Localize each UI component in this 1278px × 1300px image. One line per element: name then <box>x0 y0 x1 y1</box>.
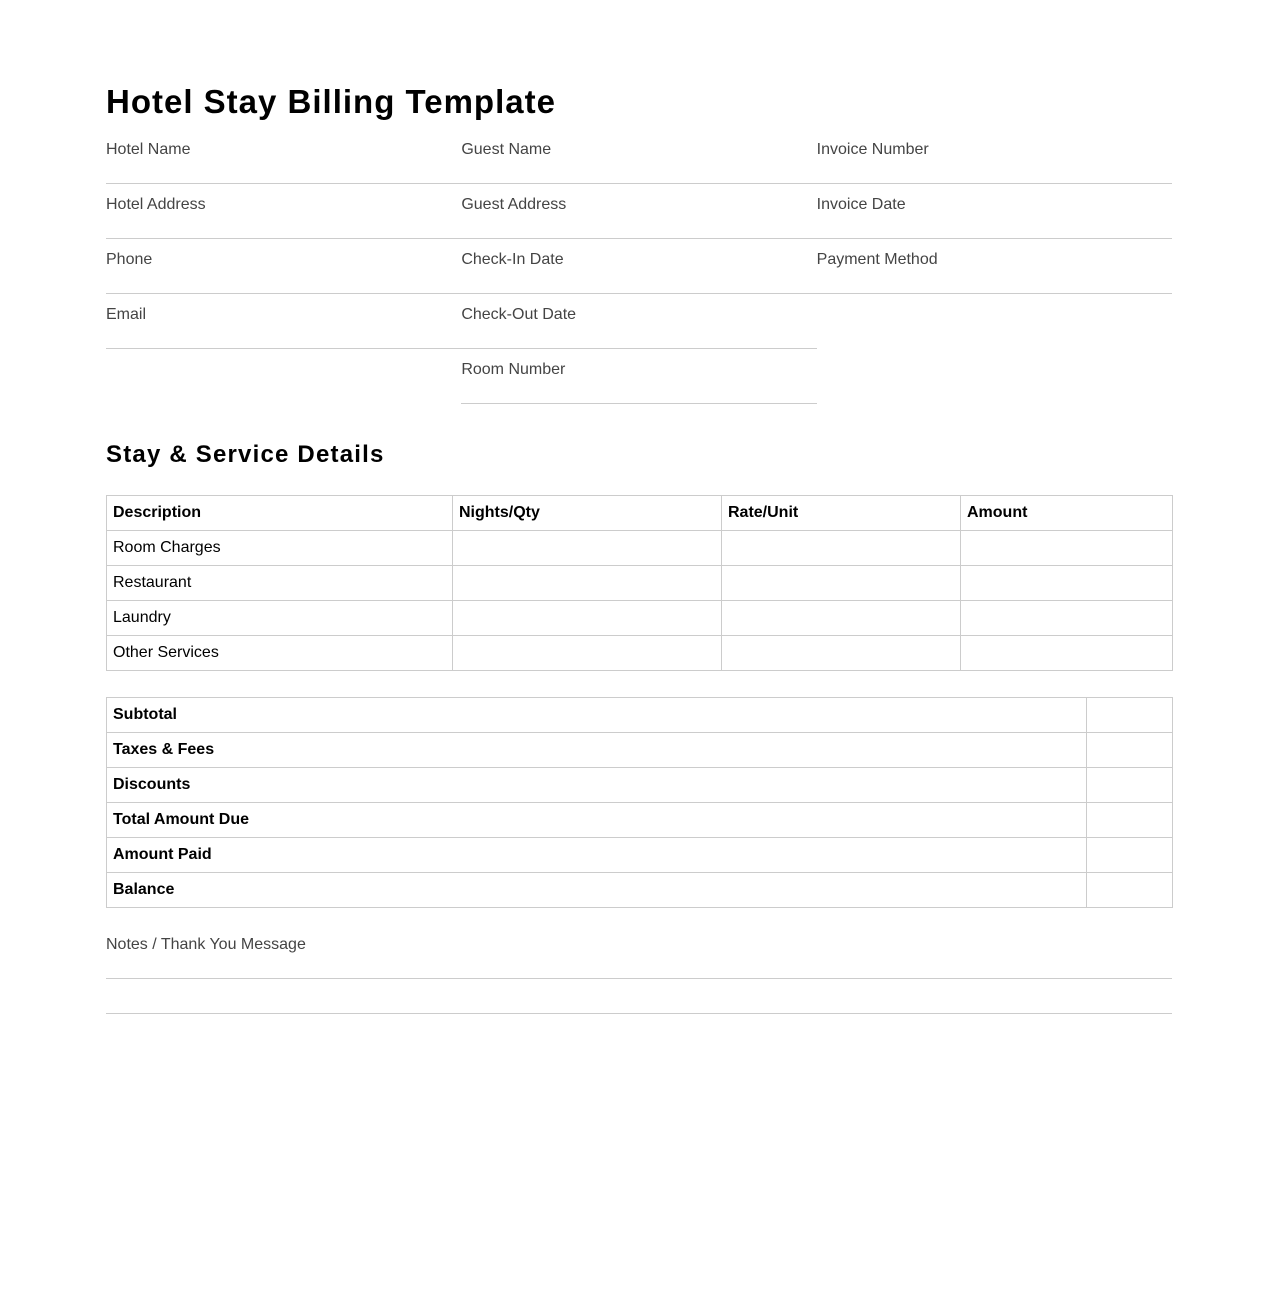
total-label: Subtotal <box>107 698 1087 733</box>
qty-cell[interactable] <box>453 601 722 636</box>
table-header-row <box>107 496 1173 531</box>
header-fields <box>106 129 1172 404</box>
field-label: Invoice Number <box>816 141 929 158</box>
description-cell: Laundry <box>107 601 453 636</box>
field-label: Phone <box>106 251 153 268</box>
page-title: Hotel Stay Billing Template <box>106 83 556 120</box>
table-row <box>107 566 1173 601</box>
description-cell: Restaurant <box>107 566 453 601</box>
invoice-date-field[interactable] <box>817 184 1172 239</box>
table-row <box>107 636 1173 671</box>
field-label: Invoice Date <box>816 196 906 213</box>
total-value[interactable] <box>1087 698 1173 733</box>
qty-cell[interactable] <box>453 531 722 566</box>
payment-method-field[interactable] <box>817 239 1172 294</box>
guest-info-column <box>461 129 816 404</box>
email-field[interactable] <box>106 294 461 349</box>
rate-cell[interactable] <box>722 636 961 671</box>
amount-cell[interactable] <box>961 636 1173 671</box>
hotel-name-field[interactable] <box>106 129 461 184</box>
total-label: Discounts <box>107 768 1087 803</box>
amount-cell[interactable] <box>961 566 1173 601</box>
items-table <box>106 495 1173 671</box>
phone-field[interactable] <box>106 239 461 294</box>
total-label: Amount Paid <box>107 838 1087 873</box>
qty-cell[interactable] <box>453 636 722 671</box>
amount-paid-row <box>107 838 1173 873</box>
total-label: Balance <box>107 873 1087 908</box>
amount-cell[interactable] <box>961 601 1173 636</box>
total-due-row <box>107 803 1173 838</box>
table-row <box>107 531 1173 566</box>
total-label: Total Amount Due <box>107 803 1087 838</box>
field-label: Room Number <box>461 361 566 378</box>
field-label: Check-Out Date <box>461 306 577 323</box>
notes-line[interactable] <box>106 979 1172 1014</box>
field-label: Hotel Name <box>106 141 191 158</box>
rate-cell[interactable] <box>722 601 961 636</box>
total-value[interactable] <box>1087 873 1173 908</box>
column-header: Description <box>107 496 453 531</box>
hotel-info-column <box>106 129 461 404</box>
description-cell: Other Services <box>107 636 453 671</box>
notes-section[interactable] <box>106 926 1172 1014</box>
balance-row <box>107 873 1173 908</box>
amount-cell[interactable] <box>961 531 1173 566</box>
guest-address-field[interactable] <box>461 184 816 239</box>
totals-table <box>106 697 1173 908</box>
total-value[interactable] <box>1087 803 1173 838</box>
taxes-row <box>107 733 1173 768</box>
discounts-row <box>107 768 1173 803</box>
guest-name-field[interactable] <box>461 129 816 184</box>
column-header: Amount <box>961 496 1173 531</box>
field-label: Guest Address <box>461 196 567 213</box>
qty-cell[interactable] <box>453 566 722 601</box>
table-row <box>107 601 1173 636</box>
check-in-date-field[interactable] <box>461 239 816 294</box>
rate-cell[interactable] <box>722 566 961 601</box>
column-header: Rate/Unit <box>722 496 961 531</box>
invoice-number-field[interactable] <box>817 129 1172 184</box>
field-label: Email <box>106 306 147 323</box>
room-number-field[interactable] <box>461 349 816 404</box>
rate-cell[interactable] <box>722 531 961 566</box>
total-value[interactable] <box>1087 768 1173 803</box>
hotel-address-field[interactable] <box>106 184 461 239</box>
notes-label: Notes / Thank You Message <box>106 936 306 953</box>
field-label: Guest Name <box>461 141 552 158</box>
subtotal-row <box>107 698 1173 733</box>
total-label: Taxes & Fees <box>107 733 1087 768</box>
description-cell: Room Charges <box>107 531 453 566</box>
invoice-info-column <box>817 129 1172 404</box>
column-header: Nights/Qty <box>453 496 722 531</box>
total-value[interactable] <box>1087 838 1173 873</box>
total-value[interactable] <box>1087 733 1173 768</box>
field-label: Payment Method <box>816 251 938 268</box>
field-label: Check-In Date <box>461 251 564 268</box>
section-title: Stay & Service Details <box>106 441 385 468</box>
check-out-date-field[interactable] <box>461 294 816 349</box>
field-label: Hotel Address <box>106 196 206 213</box>
